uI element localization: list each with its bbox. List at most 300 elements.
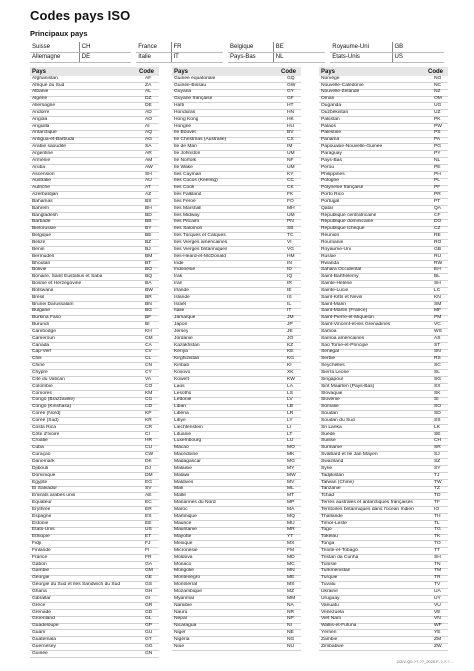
country-name: Saint-Martin (France)	[321, 308, 368, 314]
country-code: HK	[287, 116, 294, 122]
country-code: AI	[145, 123, 150, 129]
country-name: Île de Man	[174, 144, 197, 150]
country-code: NP	[287, 616, 294, 622]
country-code: NA	[287, 602, 294, 608]
country-row	[319, 521, 448, 528]
country-name: Ouzbékistan	[321, 109, 349, 115]
country-name: Argentine	[32, 151, 53, 156]
country-column-2	[172, 67, 301, 651]
country-name: Iran	[174, 281, 183, 287]
country-code: TF	[434, 500, 440, 506]
country-name: Guam	[32, 630, 46, 636]
country-name: Sint Maarten (Pays-Bas)	[321, 383, 375, 389]
country-name: Erythrée	[32, 506, 51, 512]
country-row	[172, 281, 301, 288]
country-code: TW	[434, 479, 442, 485]
country-row	[172, 97, 301, 104]
country-row	[172, 610, 301, 617]
country-row	[319, 582, 448, 589]
country-name: Îles Féroé	[174, 198, 196, 204]
country-code: GA	[145, 561, 153, 567]
country-name: Aruba	[32, 164, 46, 170]
country-code: SR	[434, 445, 441, 451]
country-code: AR	[145, 151, 152, 156]
country-code: KZ	[287, 342, 294, 348]
country-name: Niue	[174, 643, 185, 649]
country-name: El Salvador	[32, 486, 58, 492]
country-name: Vanuatu	[321, 602, 339, 608]
country-name: Bahreïn	[32, 205, 50, 211]
country-code: AU	[145, 178, 152, 184]
country-name: Sénégal	[321, 349, 339, 355]
country-name: Guinée	[32, 650, 48, 656]
country-name: Cameroun	[32, 335, 55, 341]
section-subtitle: Principaux pays	[30, 29, 88, 38]
country-code: AS	[434, 335, 441, 341]
country-code: KM	[145, 390, 153, 396]
country-code: PA	[434, 137, 441, 143]
country-code: NE	[287, 630, 294, 636]
country-name: Botswana	[32, 287, 54, 293]
country-name: Autriche	[32, 185, 50, 191]
country-name: Laos	[174, 383, 185, 389]
country-name: Bolivie	[32, 267, 47, 273]
country-name: Groenland	[32, 616, 55, 622]
country-code: GD	[145, 609, 153, 615]
country-code: LT	[287, 431, 293, 437]
country-name: Jamaïque	[174, 315, 196, 321]
country-code: TR	[434, 575, 441, 581]
country-name: Côte d'Ivoire	[32, 431, 60, 437]
country-name: Biélorussie	[32, 226, 56, 232]
country-code: NC	[434, 82, 442, 88]
country-code: VU	[434, 602, 441, 608]
country-row	[30, 439, 159, 446]
country-row	[319, 459, 448, 466]
country-row	[30, 432, 159, 439]
country-row	[30, 350, 159, 357]
country-code: SA	[145, 144, 152, 150]
country-name: Cité du Vatican	[32, 376, 65, 382]
country-row	[30, 240, 159, 247]
country-name: Sri Lanka	[321, 424, 342, 430]
country-code: KI	[287, 363, 292, 369]
country-name: Zambie	[321, 636, 338, 642]
country-code: GN	[145, 650, 153, 656]
column-header-code: Code	[139, 68, 154, 75]
country-code: MQ	[287, 513, 295, 519]
country-row	[319, 117, 448, 124]
country-name: Libye	[174, 417, 186, 423]
country-name: Pologne	[321, 178, 339, 184]
country-name: Lettonie	[174, 397, 192, 403]
country-name: Nouvelle-Calédonie	[321, 82, 364, 88]
country-code: MU	[287, 520, 295, 526]
country-code: IQ	[287, 274, 293, 280]
country-name: Luxembourg	[174, 438, 202, 444]
country-row	[172, 377, 301, 384]
country-row	[30, 473, 159, 480]
country-name: Japon	[174, 322, 188, 328]
country-name: Martinique	[174, 513, 197, 519]
country-code: AE	[145, 493, 152, 499]
country-name: Ouganda	[321, 103, 342, 109]
country-code: SE	[434, 431, 441, 437]
country-row	[172, 363, 301, 370]
country-name: Corée (Sud)	[32, 417, 59, 423]
country-name: Mauritanie	[174, 527, 197, 533]
country-code: VA	[145, 376, 152, 382]
country-name: Guyane française	[174, 96, 213, 102]
country-name: Italie	[174, 308, 185, 314]
country-code: GQ	[287, 75, 295, 81]
country-code: HR	[145, 438, 153, 444]
country-code: BA	[145, 281, 152, 287]
country-name: Slovénie	[321, 397, 340, 403]
country-name: Venezuela	[321, 609, 344, 615]
country-row	[30, 261, 159, 268]
country-name: Chine	[32, 363, 45, 369]
country-code: TM	[434, 568, 442, 574]
country-code: VN	[434, 616, 441, 622]
country-row	[319, 624, 448, 631]
country-row	[30, 357, 159, 364]
country-name: Jersey	[174, 328, 189, 334]
country-code: CD	[145, 404, 153, 410]
country-name: Thaïlande	[321, 513, 343, 519]
country-name: Norvège	[321, 75, 340, 81]
country-name: Île Norfolk	[174, 157, 197, 163]
country-code: KE	[287, 349, 294, 355]
country-code: DE	[145, 103, 152, 109]
country-code: TN	[434, 561, 441, 567]
country-row	[30, 644, 159, 651]
country-code: JO	[287, 335, 294, 341]
country-code: MC	[287, 561, 295, 567]
country-code: UG	[434, 103, 442, 109]
country-code: SG	[434, 376, 442, 382]
country-name: Serbie	[321, 356, 336, 362]
country-code: CZ	[434, 226, 441, 232]
country-code: FO	[287, 198, 294, 204]
country-code: GW	[287, 82, 296, 88]
country-code: GS	[145, 582, 153, 588]
country-code: PM	[434, 315, 442, 321]
country-code: KY	[287, 171, 294, 177]
country-name: Rwanda	[321, 260, 339, 266]
country-name: Koweït	[174, 376, 189, 382]
country-name: Kazakhstan	[174, 342, 200, 348]
country-code: SV	[145, 486, 152, 492]
country-code: LC	[434, 287, 441, 293]
country-code: BW	[145, 287, 153, 293]
main-country-name: Italie	[136, 52, 171, 62]
main-country-name: Etats-Unis	[330, 52, 392, 62]
column-header-code: Code	[428, 68, 443, 75]
country-code: RW	[434, 260, 443, 266]
country-code: CM	[145, 335, 153, 341]
country-name: Fidji	[32, 541, 41, 547]
country-name: Haïti	[174, 103, 185, 109]
country-name: Finlande	[32, 547, 51, 553]
main-countries-row	[30, 42, 444, 52]
country-row	[172, 480, 301, 487]
country-name: Timor-Leste	[321, 520, 347, 526]
country-name: Liban	[174, 404, 186, 410]
country-code: WS	[434, 328, 442, 334]
country-code: BQ	[145, 274, 153, 280]
country-name: Bulgarie	[32, 308, 50, 314]
country-name: Burundi	[32, 322, 49, 328]
country-name: Uruguay	[321, 595, 340, 601]
country-name: Réunion	[321, 233, 340, 239]
country-name: Cap-Vert	[32, 349, 52, 355]
main-countries-table	[30, 42, 444, 63]
country-code: DO	[434, 219, 442, 225]
country-code: IL	[287, 301, 292, 307]
country-code: VE	[434, 609, 441, 615]
country-name: Maldives	[174, 479, 194, 485]
country-name: Svalbard et Île Jan Mayen	[321, 452, 378, 458]
country-code: UM	[287, 151, 295, 156]
main-countries-row	[30, 52, 444, 62]
country-row	[30, 199, 159, 206]
country-name: Macao	[174, 445, 189, 451]
country-code: MP	[287, 500, 295, 506]
country-name: Mozambique	[174, 589, 202, 594]
country-name: Angola	[32, 116, 48, 122]
country-name: Macédoine	[174, 452, 198, 458]
country-name: Chypre	[32, 370, 48, 375]
country-code: SB	[287, 226, 294, 232]
country-code: AL	[145, 89, 151, 95]
country-name: Espagne	[32, 513, 52, 519]
country-code: IM	[287, 144, 293, 150]
country-name: Montserrat	[174, 582, 198, 588]
country-name: Turquie	[321, 575, 338, 581]
country-name: République centrafricaine	[321, 212, 377, 218]
country-code: MA	[287, 506, 295, 512]
country-code: AQ	[145, 130, 153, 136]
country-name: Guadeloupe	[32, 623, 59, 629]
country-name: Tonga	[321, 541, 335, 547]
country-code: EE	[145, 520, 152, 526]
country-code: PL	[434, 178, 440, 184]
country-name: Îles Cook	[174, 185, 195, 191]
country-row	[172, 487, 301, 494]
country-name: Mayotte	[174, 534, 192, 540]
country-name: Yémen	[321, 630, 337, 636]
country-code: FK	[287, 192, 294, 198]
country-name: Palaos	[321, 123, 336, 129]
country-name: Îles Vierges américaines	[174, 239, 228, 245]
country-code: CW	[145, 452, 154, 458]
country-name: Nouvelle-Zélande	[321, 89, 360, 95]
country-row	[319, 350, 448, 357]
country-code: VG	[287, 246, 295, 252]
country-code: FR	[145, 554, 152, 560]
country-name: Wallis-et-Futuna	[321, 623, 357, 629]
country-code: BD	[145, 212, 152, 218]
country-name: Libéria	[174, 411, 189, 417]
country-code: NR	[287, 609, 295, 615]
country-code: MG	[287, 458, 295, 464]
country-code: CU	[145, 445, 153, 451]
country-row	[30, 83, 159, 90]
country-row	[319, 158, 448, 165]
country-name: Kiribati	[174, 363, 189, 369]
country-code: JP	[287, 322, 293, 328]
country-name: Malawi	[174, 472, 190, 478]
country-name: Îles Cayman	[174, 171, 202, 177]
country-code: ZM	[434, 636, 442, 642]
main-country-code: GB	[392, 42, 444, 52]
country-code: JE	[287, 328, 293, 334]
country-name: Samoa américaines	[321, 335, 365, 341]
country-row	[319, 90, 448, 97]
country-name: Pays-Bas	[321, 157, 342, 163]
country-name: Ukraine	[321, 589, 338, 594]
country-code: ES	[145, 513, 152, 519]
country-name: Kirghizistan	[174, 356, 200, 362]
country-name: Afrique du Sud	[32, 82, 65, 88]
country-code: FJ	[145, 541, 151, 547]
country-name: Azerbaïdjan	[32, 192, 59, 198]
country-code: LS	[287, 390, 293, 396]
country-name: Kenya	[174, 349, 188, 355]
country-code: LB	[287, 404, 293, 410]
main-country-name: Belgique	[228, 42, 273, 52]
country-name: Mongolie	[174, 568, 194, 574]
country-row	[172, 405, 301, 412]
country-code: MF	[434, 308, 442, 314]
country-code: LU	[287, 438, 294, 444]
country-code: MR	[287, 527, 295, 533]
country-code: TG	[434, 527, 441, 533]
country-code: ZW	[434, 643, 442, 649]
country-name: Gibraltar	[32, 595, 51, 601]
country-name: Géorgie du Sud et îles Sandwich du Sud	[32, 582, 121, 588]
country-code: QA	[434, 205, 442, 211]
country-name: Éthiopie	[32, 534, 50, 540]
country-name: Saint-Marin	[321, 301, 347, 307]
country-name: Samoa	[321, 328, 337, 334]
country-name: Anguilla	[32, 123, 50, 129]
country-name: Tristan da Cunha	[321, 554, 359, 560]
country-code: RO	[434, 239, 442, 245]
country-name: Îles Midway	[174, 212, 200, 218]
country-name: Belize	[32, 239, 46, 245]
country-row	[172, 288, 301, 295]
country-name: Népal	[174, 616, 187, 622]
country-code: MO	[287, 445, 295, 451]
country-name: Sainte-Lucie	[321, 287, 349, 293]
country-name: Estonie	[32, 520, 49, 526]
country-code: MW	[287, 472, 296, 478]
country-code: EH	[434, 267, 441, 273]
country-row	[172, 500, 301, 507]
country-name: Tanzanie	[321, 486, 341, 492]
column-header-country: Pays	[32, 68, 47, 75]
country-name: Slovaquie	[321, 390, 343, 396]
country-name: Guernesey	[32, 643, 56, 649]
country-code: CR	[145, 424, 153, 430]
country-code: YT	[287, 534, 294, 540]
country-name: Lituanie	[174, 431, 192, 437]
country-name: Île Wake	[174, 164, 193, 170]
country-name: Arménie	[32, 157, 51, 163]
country-code: LY	[287, 417, 293, 423]
country-code: SY	[434, 465, 441, 471]
country-name: Madagascar	[174, 458, 201, 464]
country-name: Allemagne	[32, 103, 56, 109]
country-code: IE	[287, 287, 292, 293]
country-code: CA	[145, 342, 152, 348]
country-name: Lesotho	[174, 390, 192, 396]
country-row	[319, 535, 448, 542]
country-row	[30, 514, 159, 521]
country-row	[30, 582, 159, 589]
country-name: Îles-Heard-et-McDonald	[174, 253, 226, 259]
country-columns	[30, 67, 444, 656]
country-code: BZ	[145, 239, 152, 245]
country-code: BH	[145, 205, 152, 211]
country-name: Soudan	[321, 411, 338, 417]
country-name: Pakistan	[321, 116, 340, 122]
country-code: AW	[145, 164, 153, 170]
country-code: IT	[287, 308, 292, 314]
country-code: TO	[434, 541, 441, 547]
country-name: Corée (Nord)	[32, 411, 61, 417]
country-name: Congo (Kinshasa)	[32, 404, 72, 410]
country-name: Palestine	[321, 130, 342, 136]
country-code: TV	[434, 582, 441, 588]
country-code: CL	[145, 356, 152, 362]
country-row	[319, 432, 448, 439]
country-name: Îles Falkland	[174, 192, 202, 198]
country-code: GY	[287, 89, 295, 95]
country-row	[172, 357, 301, 364]
country-name: Saint-Pierre-et-Miquelon	[321, 315, 375, 321]
country-code: RE	[434, 233, 441, 239]
country-name: Suède	[321, 431, 336, 437]
country-code: DZ	[145, 96, 152, 102]
main-country-name: Suisse	[30, 42, 79, 52]
country-name: Seychelles	[321, 363, 345, 369]
country-name: Malaisie	[174, 465, 192, 471]
country-name: Guatemala	[32, 636, 56, 642]
country-row	[172, 316, 301, 323]
country-code: WF	[434, 623, 442, 629]
country-name: Île Bouvet	[174, 130, 196, 136]
country-row	[319, 322, 448, 329]
country-name: Jordanie	[174, 335, 193, 341]
country-name: République dominicaine	[321, 219, 374, 225]
country-name: Mariannes du Nord	[174, 500, 216, 506]
country-row	[172, 268, 301, 275]
country-row	[30, 316, 159, 323]
country-name: Congo (Brazzaville)	[32, 397, 75, 403]
country-code: AM	[145, 157, 153, 163]
country-name: Nigéria	[174, 636, 190, 642]
country-code: GE	[145, 575, 153, 581]
country-code: OM	[434, 96, 442, 102]
country-name: Guyana	[174, 89, 192, 95]
country-name: Myanmar	[174, 595, 195, 601]
country-code: KP	[145, 411, 152, 417]
country-name: Andorre	[32, 109, 50, 115]
country-row	[319, 644, 448, 651]
